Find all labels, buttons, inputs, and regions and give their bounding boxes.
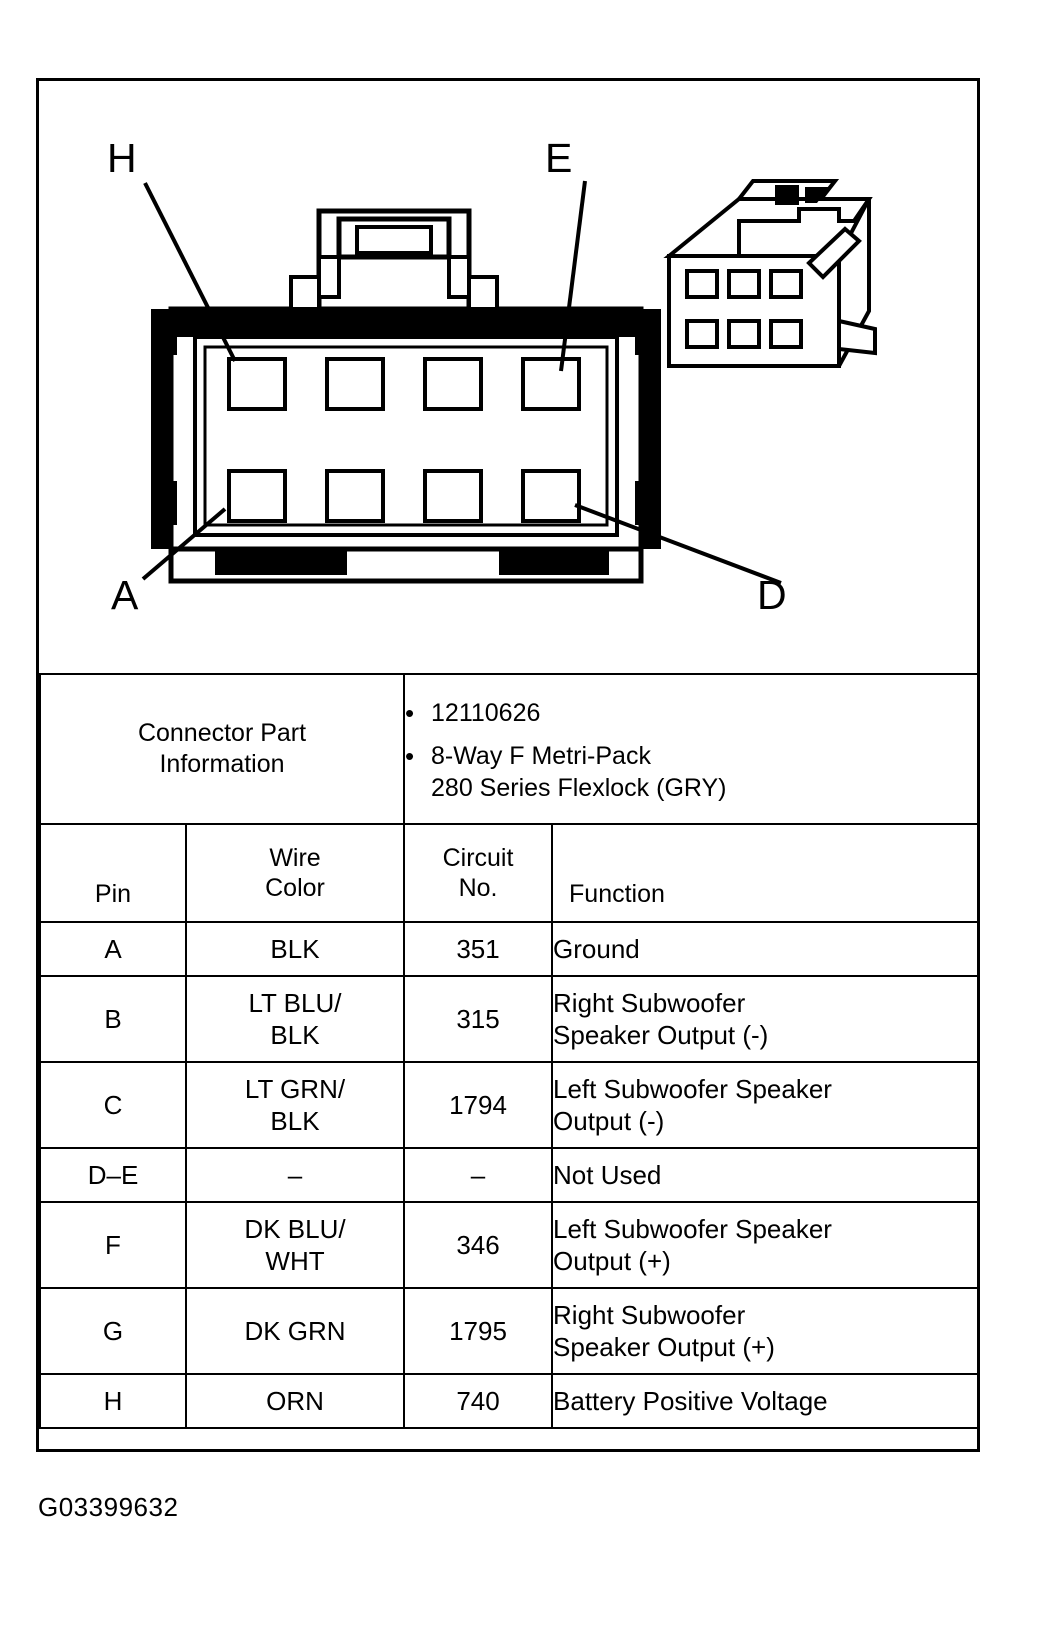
cell-pin: B bbox=[40, 976, 186, 1062]
connector-type-line2: 280 Series Flexlock (GRY) bbox=[431, 774, 727, 803]
cell-wire-color bbox=[186, 976, 404, 1062]
connector-drawing bbox=[39, 81, 977, 671]
table-row bbox=[40, 1062, 978, 1148]
callout-label-d: D bbox=[757, 572, 787, 618]
table-header-row bbox=[40, 824, 978, 922]
connector-type-item bbox=[405, 740, 977, 805]
connector-part-information-values bbox=[404, 674, 978, 824]
cell-pin: C bbox=[40, 1062, 186, 1148]
cell-circuit-no: 740 bbox=[404, 1374, 552, 1428]
cell-wire-color bbox=[186, 922, 404, 976]
cell-wire-color bbox=[186, 1374, 404, 1428]
table-row bbox=[40, 1202, 978, 1288]
cell-function-line1: Battery Positive Voltage bbox=[553, 1385, 828, 1416]
table-row bbox=[40, 1288, 978, 1374]
cell-function-line1: Left Subwoofer Speaker bbox=[553, 1073, 832, 1104]
cell-wire-color-line1: – bbox=[287, 1159, 303, 1190]
figure-id-label: G03399632 bbox=[38, 1492, 179, 1522]
cell-pin: F bbox=[40, 1202, 186, 1288]
cell-function-line2: Speaker Output (-) bbox=[553, 1020, 769, 1050]
cpi-heading-line2: Information bbox=[159, 750, 285, 778]
cell-wire-color-line1: DK GRN bbox=[244, 1315, 346, 1346]
cell-pin: G bbox=[40, 1288, 186, 1374]
cell-wire-color bbox=[186, 1288, 404, 1374]
column-header-wire-color-line2: Color bbox=[265, 874, 325, 902]
cell-function bbox=[552, 922, 978, 976]
cell-function-line2: Speaker Output (+) bbox=[553, 1332, 775, 1362]
cell-circuit-no: 1795 bbox=[404, 1288, 552, 1374]
cell-wire-color bbox=[186, 1148, 404, 1202]
connector-part-information-row bbox=[40, 674, 978, 824]
callout-label-e: E bbox=[545, 135, 573, 181]
cell-wire-color-line1: LT GRN/ bbox=[244, 1073, 346, 1104]
connector-table-wrapper bbox=[39, 673, 977, 1429]
cell-function bbox=[552, 1288, 978, 1374]
cell-wire-color-line2: WHT bbox=[265, 1246, 325, 1276]
connector-pinout-table bbox=[39, 673, 979, 1429]
cell-function bbox=[552, 1202, 978, 1288]
column-header-wire-color-line1: Wire bbox=[269, 844, 321, 872]
connector-part-information-heading bbox=[40, 674, 404, 824]
cell-function-line1: Left Subwoofer Speaker bbox=[553, 1213, 832, 1244]
cell-pin: H bbox=[40, 1374, 186, 1428]
column-header-circuit-no bbox=[404, 824, 552, 922]
column-header-pin: Pin bbox=[40, 824, 186, 922]
cell-circuit-no: 1794 bbox=[404, 1062, 552, 1148]
callout-label-a: A bbox=[111, 572, 139, 618]
bullet-icon: • bbox=[405, 740, 415, 771]
column-header-function: Function bbox=[552, 824, 978, 922]
part-number-value: 12110626 bbox=[431, 699, 541, 728]
cell-wire-color-line1: ORN bbox=[266, 1385, 324, 1416]
cell-pin: A bbox=[40, 922, 186, 976]
cell-function-line1: Ground bbox=[553, 933, 640, 964]
table-row bbox=[40, 1148, 978, 1202]
table-row bbox=[40, 922, 978, 976]
cell-function-line1: Not Used bbox=[553, 1159, 662, 1190]
cell-function bbox=[552, 976, 978, 1062]
cell-function-line2: Output (-) bbox=[553, 1106, 665, 1136]
cell-wire-color-line1: DK BLU/ bbox=[244, 1213, 346, 1244]
table-row bbox=[40, 976, 978, 1062]
cell-wire-color-line2: BLK bbox=[270, 1020, 320, 1050]
cell-function bbox=[552, 1148, 978, 1202]
cell-function-line1: Right Subwoofer bbox=[553, 987, 746, 1018]
cell-circuit-no: 315 bbox=[404, 976, 552, 1062]
cell-wire-color-line2: BLK bbox=[270, 1106, 320, 1136]
cell-circuit-no: – bbox=[404, 1148, 552, 1202]
cell-wire-color-line1: LT BLU/ bbox=[248, 987, 342, 1018]
part-number-item bbox=[405, 697, 977, 730]
cell-wire-color bbox=[186, 1062, 404, 1148]
cell-pin: D–E bbox=[40, 1148, 186, 1202]
cell-circuit-no: 346 bbox=[404, 1202, 552, 1288]
cell-wire-color-line1: BLK bbox=[270, 933, 320, 964]
column-header-circuit-no-line1: Circuit bbox=[442, 844, 514, 872]
column-header-wire-color bbox=[186, 824, 404, 922]
cell-function bbox=[552, 1374, 978, 1428]
cell-function-line2: Output (+) bbox=[553, 1246, 671, 1276]
cell-circuit-no: 351 bbox=[404, 922, 552, 976]
column-header-circuit-no-line2: No. bbox=[458, 874, 498, 902]
cpi-heading-line1: Connector Part bbox=[137, 718, 307, 747]
callout-label-h: H bbox=[107, 135, 137, 181]
connector-illustration bbox=[39, 81, 977, 671]
cell-function bbox=[552, 1062, 978, 1148]
bullet-icon: • bbox=[405, 698, 415, 729]
cell-function-line1: Right Subwoofer bbox=[553, 1299, 746, 1330]
cell-wire-color bbox=[186, 1202, 404, 1288]
table-row bbox=[40, 1374, 978, 1428]
connector-type-line1: 8-Way F Metri-Pack bbox=[431, 741, 651, 770]
